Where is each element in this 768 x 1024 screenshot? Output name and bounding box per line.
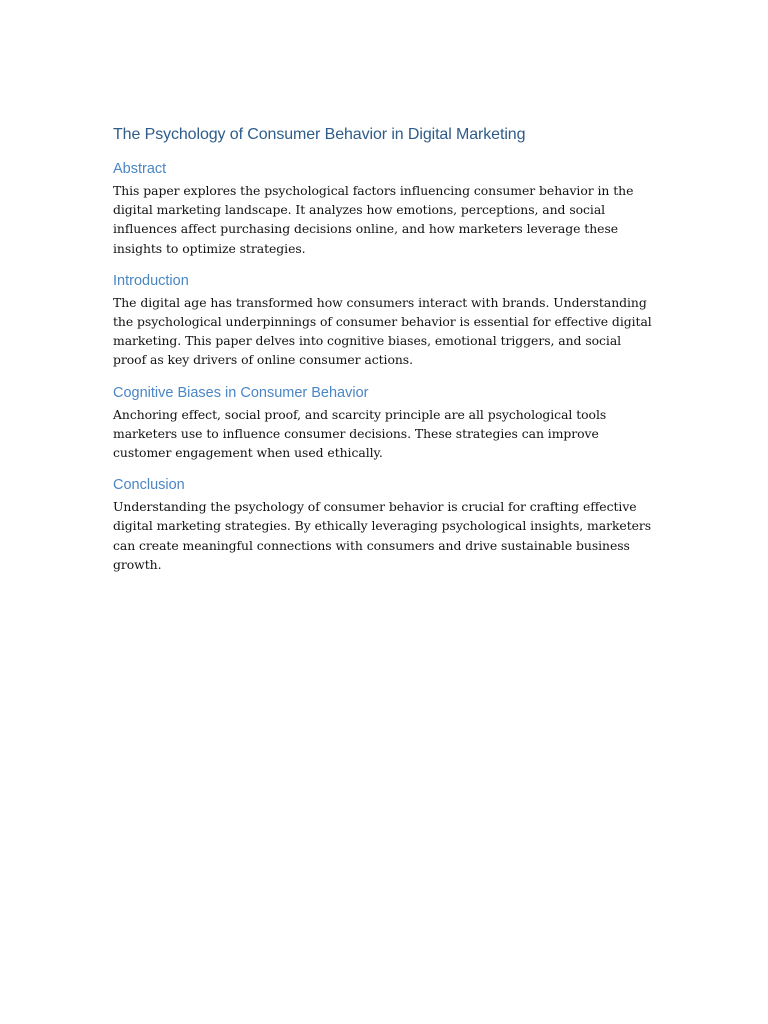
section-body-introduction: The digital age has transformed how consumers interact with brands. Understanding the psychological underpinnings of consumer behavior is essential for effective digital marketing. This paper delves into cognitive biases, emotional triggers, and social proof as key drivers of online consumer actions.	[113, 294, 652, 368]
section-abstract	[113, 159, 653, 258]
section-body-conclusion: Understanding the psychology of consumer behavior is crucial for crafting effective digital marketing strategies. By ethically leveraging psychological insights, marketers can create meaningful connections with consumers and drive sustainable business growth.	[113, 499, 652, 572]
section-body-abstract: This paper explores the psychological factors influencing consumer behavior in the digital marketing landscape. It analyzes how emotions, perceptions, and social influences affect purchasing decisions online, and how marketers leverage these insights to optimize strategies.	[113, 183, 634, 256]
section-heading-abstract: Abstract	[113, 161, 167, 177]
section-introduction	[113, 271, 653, 370]
section-heading-conclusion: Conclusion	[113, 477, 185, 494]
document-body	[113, 124, 653, 587]
document-title: The Psychology of Consumer Behavior in Digital Marketing	[113, 126, 526, 143]
section-heading-introduction: Introduction	[113, 272, 189, 289]
section-heading-cognitive-biases: Cognitive Biases in Consumer Behavior	[113, 384, 369, 401]
section-conclusion	[113, 475, 653, 574]
section-cognitive-biases	[113, 383, 653, 463]
section-body-cognitive-biases: Anchoring effect, social proof, and scarcity principle are all psychological tools marketers use to influence consumer decisions. These strategies can improve customer engagement when used ethically.	[113, 406, 607, 461]
